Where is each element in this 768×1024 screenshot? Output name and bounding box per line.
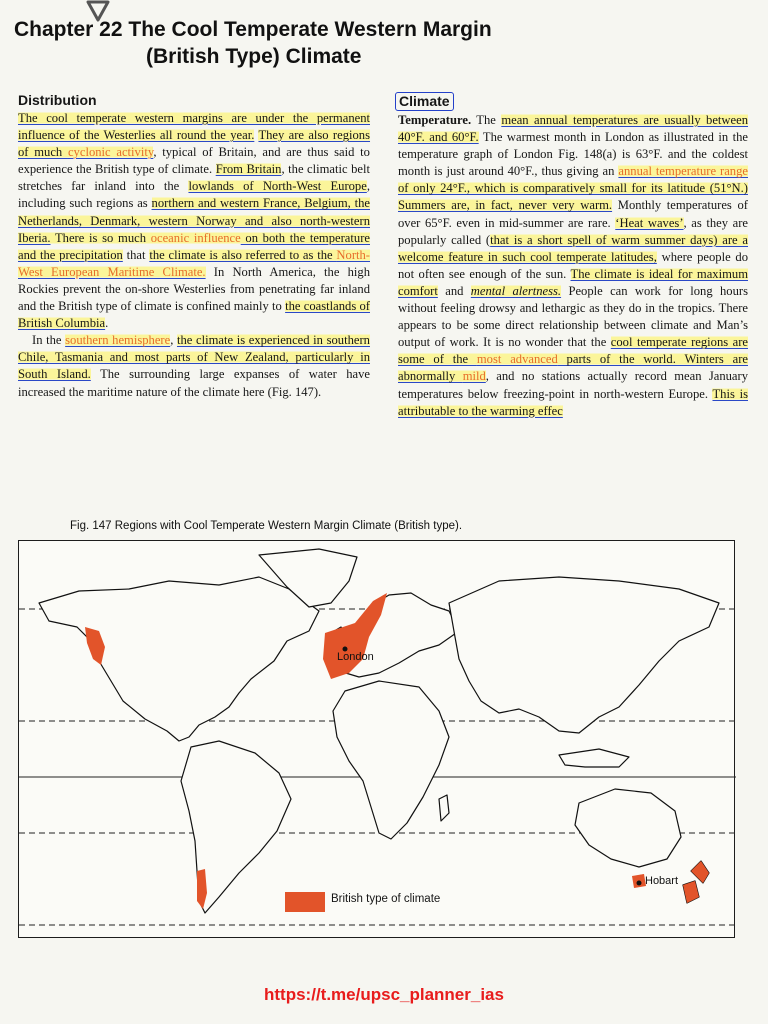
text-run: cyclonic activity: [67, 145, 154, 160]
text-run: the coastlands of British Columbia: [18, 299, 370, 331]
text-run: that: [122, 247, 150, 262]
north-america-outline: [39, 577, 319, 741]
text-run: .: [105, 316, 109, 331]
text-run: annual temperature range: [618, 164, 748, 179]
title-line-2: (British Type) Climate: [146, 45, 362, 68]
text-run: They are also regions of much: [18, 128, 371, 160]
text-run: the climate is also referred to as the: [149, 247, 337, 262]
climate-heading: Climate: [395, 92, 454, 111]
text-run: In North America, the high Rockies prevent the on-shore Westerlies from penetrating far inland and the British type of climate is confined mainly to: [18, 264, 371, 314]
text-run: The: [471, 113, 502, 127]
text-run: There is so much: [50, 230, 151, 245]
text-run: In the: [32, 333, 66, 348]
text-run: , typical of Britain, and are thus said to experience the British type of climate.: [18, 145, 370, 177]
text-run: mild: [462, 369, 486, 384]
climate-column: [398, 92, 748, 420]
text-run: of only 24°F., which is comparatively small for its latitude (51°N.): [398, 181, 748, 196]
text-run: The warmest month in London as illustrated in the temperature graph of London Fig. 148(a) is 63°F. and the coldest month is just around 40°F., thus giving an: [398, 130, 749, 179]
text-run: The surrounding large expanses of water have increased the maritime nature of the climate here (Fig. 147).: [18, 367, 371, 399]
text-run: oceanic influence: [150, 230, 241, 245]
text-run: , as they are popularly called (: [398, 215, 748, 247]
text-run: most advanced: [476, 352, 558, 367]
text-run: northern and western France, Belgium, the Netherlands, Denmark, western Norway and also north-western Iberia.: [18, 196, 370, 245]
text-run: Monthly temperatures of over 65°F. even in mid-summer are rare.: [398, 198, 748, 230]
text-run: parts of the world. Winters are abnormally: [398, 352, 748, 384]
indonesia-outline: [559, 749, 629, 767]
australia-outline: [575, 789, 681, 867]
text-run: , and no stations actually record mean January temperatures below freezing-point in north-western Europe.: [398, 369, 749, 401]
text-run: mean annual temperatures are usually between 40°F. and 60°F.: [398, 113, 749, 145]
distribution-heading: Distribution: [18, 92, 97, 108]
text-run: The cool temperate western margins are under the permanent influence of the Westerlies all round the year.: [18, 111, 370, 143]
world-map: [19, 541, 736, 939]
region-new-zealand: [683, 861, 709, 903]
distribution-paragraph-2: [18, 332, 370, 400]
asia-outline: [449, 577, 719, 733]
telegram-link[interactable]: https://t.me/upsc_planner_ias: [264, 985, 504, 1004]
text-run: ,: [170, 333, 177, 348]
figure-caption: Fig. 147 Regions with Cool Temperate Western Margin Climate (British type).: [70, 520, 463, 532]
text-run: , the climatic belt stretches far inland into the: [18, 162, 371, 194]
climate-paragraph-1: [398, 112, 748, 420]
text-run: This is attributable to the warming effec: [398, 386, 748, 418]
text-run: where people do not often see enough of the sun.: [398, 249, 748, 281]
legend-label: British type of climate: [331, 893, 441, 905]
page-title: [14, 16, 634, 70]
text-run: People can work for long hours without feeling drowsy and lethargic as they do in the tropics. There appears to be some direct relationship between climate and Man’s output of work. It is no wonder that the: [398, 283, 748, 350]
text-run: , including such regions as: [18, 179, 370, 211]
text-run: lowlands of North-West Europe: [188, 179, 367, 194]
text-run: North-West European Maritime Climate.: [18, 247, 370, 279]
text-run: mental alertness.: [470, 283, 562, 298]
text-run: The climate is ideal for maximum comfort: [398, 266, 748, 298]
text-run: Summers are, in fact, never very warm.: [398, 198, 613, 213]
distribution-column: [18, 92, 370, 401]
text-run: cool temperate regions are some of the: [398, 335, 748, 367]
africa-outline: [333, 681, 449, 839]
hobart-marker: [637, 881, 642, 886]
text-run: ‘Heat waves’: [615, 215, 684, 230]
madagascar-outline: [439, 795, 449, 821]
hobart-label: Hobart: [645, 875, 679, 887]
text-run: From Britain: [215, 162, 282, 177]
distribution-paragraph-1: [18, 110, 370, 332]
title-line-1: Chapter 22 The Cool Temperate Western Margin: [14, 18, 492, 41]
text-run: on both the temperature and the precipitation: [18, 230, 370, 262]
legend-swatch: [285, 892, 325, 912]
world-map-figure: [18, 540, 735, 938]
text-run: the climate is experienced in southern Chile, Tasmania and most parts of New Zealand, particularly in South Island.: [18, 333, 370, 382]
text-run: Temperature.: [398, 113, 472, 127]
text-run: and: [437, 283, 471, 298]
text-run: that is a short spell of warm summer days) are a welcome feature in such cool temperate latitudes,: [398, 232, 749, 264]
london-label: London: [337, 651, 374, 663]
text-run: southern hemisphere: [65, 333, 171, 348]
